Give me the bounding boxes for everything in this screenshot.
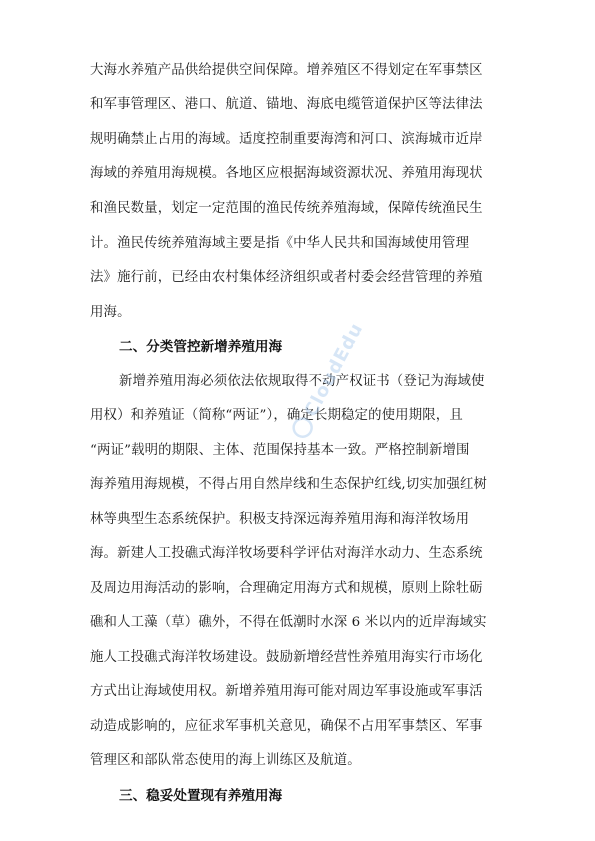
svg-text:CloudEdu: CloudEdu bbox=[300, 319, 368, 421]
paragraph-line: 及周边用海活动的影响，合理确定用海方式和规模，原则上除牡砺 bbox=[90, 581, 483, 596]
paragraph-line: 法》施行前，已经由农村集体经济组织或者村委会经营管理的养殖 bbox=[90, 270, 483, 285]
section-heading: 三、稳妥处置现有养殖用海 bbox=[119, 788, 283, 804]
paragraph-line: 和军事管理区、港口、航道、锚地、海底电缆管道保护区等法律法 bbox=[90, 97, 483, 112]
paragraph-line: 新增养殖用海必须依法依规取得不动产权证书（登记为海域使 bbox=[119, 374, 485, 389]
paragraph-line: 礁和人工藻（草）礁外，不得在低潮时水深 6 米以内的近岸海域实 bbox=[90, 615, 487, 630]
paragraph-line: 海养殖用海规模，不得占用自然岸线和生态保护红线,切实加强红树 bbox=[90, 477, 488, 492]
section-heading: 二、分类管控新增养殖用海 bbox=[119, 339, 283, 355]
paragraph-line: 大海水养殖产品供给提供空间保障。增养殖区不得划定在军事禁区 bbox=[90, 63, 483, 78]
paragraph-line: 管理区和部队常态使用的海上训练区及航道。 bbox=[90, 753, 361, 768]
paragraph-line: 方式出让海域使用权。新增养殖用海可能对周边军事设施或军事活 bbox=[90, 684, 483, 699]
paragraph-line: 海。新建人工投礁式海洋牧场要科学评估对海洋水动力、生态系统 bbox=[90, 546, 483, 561]
paragraph-line: 和渔民数量，划定一定范围的渔民传统养殖海域，保障传统渔民生 bbox=[90, 201, 483, 216]
paragraph-line: 海域的养殖用海规模。各地区应根据海域资源状况、养殖用海现状 bbox=[90, 166, 483, 181]
paragraph-line: 林等典型生态系统保护。积极支持深远海养殖用海和海洋牧场用 bbox=[90, 512, 470, 527]
paragraph-line: 计。渔民传统养殖海域主要是指《中华人民共和国海域使用管理 bbox=[90, 236, 470, 251]
paragraph-line: 动造成影响的，应征求军事机关意见，确保不占用军事禁区、军事 bbox=[90, 719, 483, 734]
paragraph-line: 规明确禁止占用的海域。适度控制重要海湾和河口、滨海城市近岸 bbox=[90, 132, 483, 147]
paragraph-line: “两证”载明的期限、主体、范围保持基本一致。严格控制新增围 bbox=[90, 443, 470, 458]
paragraph-line: 用权）和养殖证（简称“两证”），确定长期稳定的使用期限，且 bbox=[90, 408, 463, 423]
paragraph-line: 用海。 bbox=[90, 305, 131, 320]
paragraph-line: 施人工投礁式海洋牧场建设。鼓励新增经营性养殖用海实行市场化 bbox=[90, 650, 483, 665]
